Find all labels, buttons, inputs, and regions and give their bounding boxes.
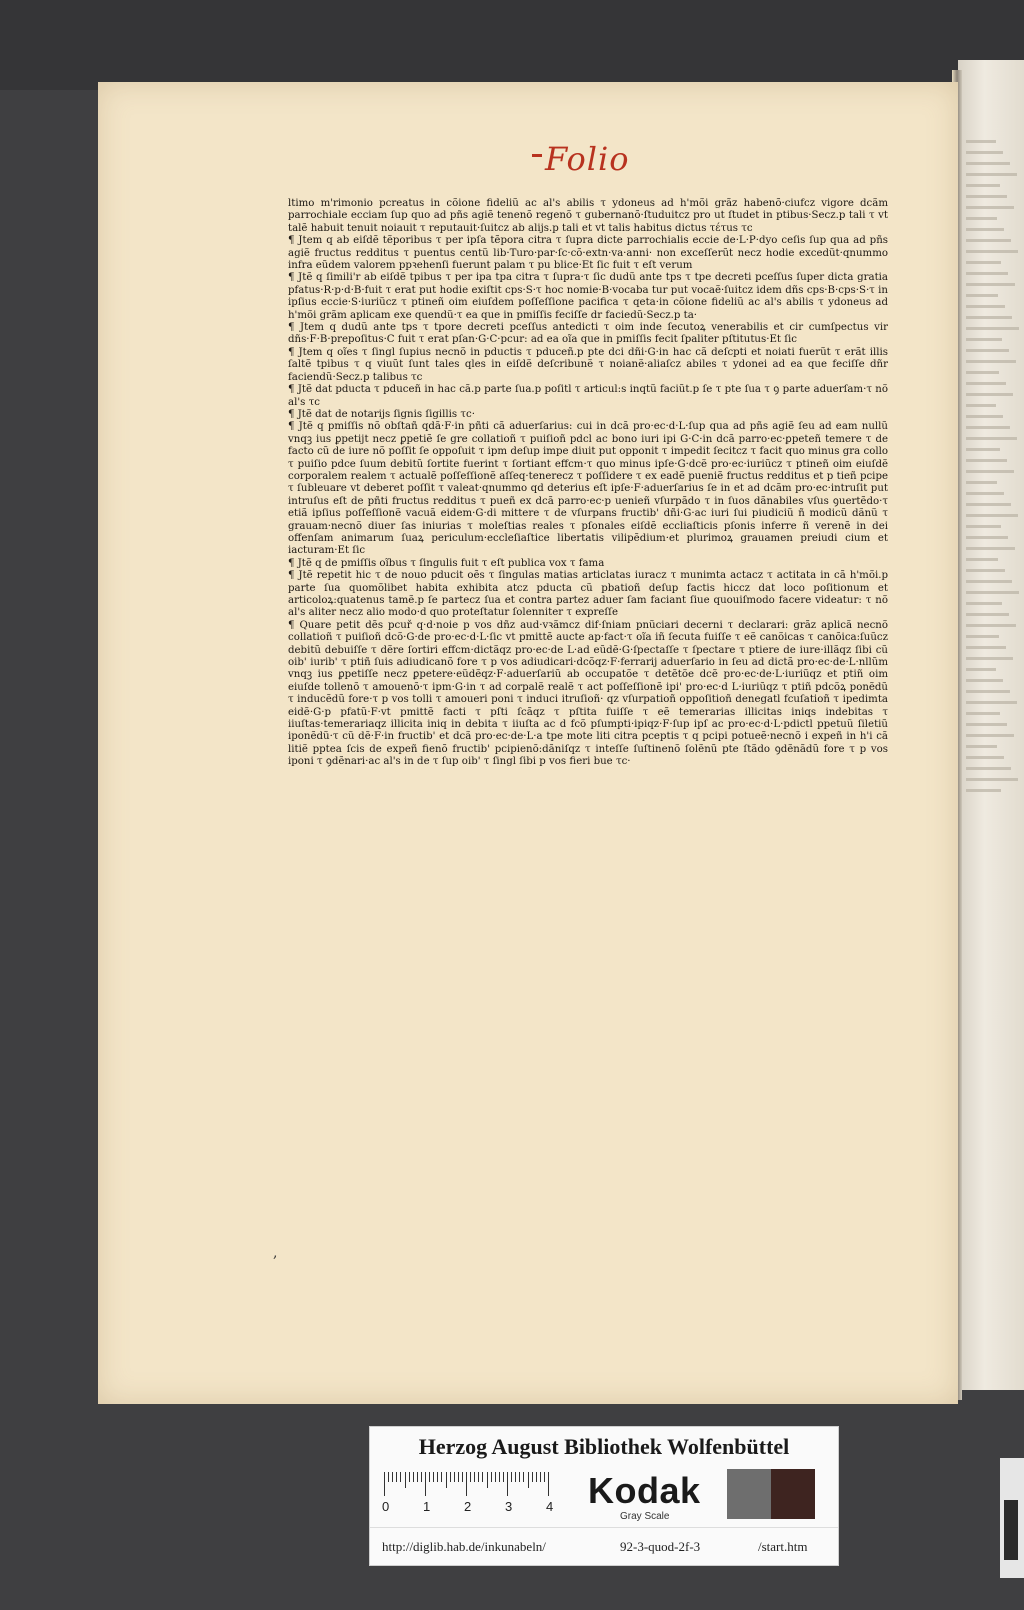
ruler-tick bbox=[540, 1472, 541, 1482]
facing-text-line bbox=[966, 591, 1019, 594]
ruler-tick bbox=[470, 1472, 471, 1482]
ruler-numbers bbox=[380, 1499, 600, 1517]
ruler-tick bbox=[450, 1472, 451, 1482]
ruler-tick bbox=[409, 1472, 410, 1482]
ruler-tick bbox=[388, 1472, 389, 1482]
facing-text-line bbox=[966, 294, 998, 297]
ruler-tick bbox=[437, 1472, 438, 1482]
ruler-tick bbox=[532, 1472, 533, 1482]
ruler-tick bbox=[421, 1472, 422, 1482]
source-url: http://diglib.hab.de/inkunabeln/ bbox=[382, 1539, 546, 1554]
facing-text-line bbox=[966, 349, 1009, 352]
facing-text-line bbox=[966, 250, 1018, 253]
ruler-number: 1 bbox=[423, 1499, 431, 1514]
facing-text-line bbox=[966, 679, 1003, 682]
facing-text-line bbox=[966, 338, 1002, 341]
facing-text-line bbox=[966, 437, 1017, 440]
dark-swatch bbox=[771, 1469, 815, 1519]
paragraph: ¶ Jtẽ q de pmiſſis oĩbus τ ſingulis fuit τ eſt publica vox τ fama bbox=[288, 557, 605, 569]
ruler-tick bbox=[413, 1472, 414, 1482]
ruler-tick bbox=[499, 1472, 500, 1482]
facing-text-line bbox=[966, 536, 1008, 539]
ruler-number: 2 bbox=[464, 1499, 472, 1514]
facing-text-line bbox=[966, 448, 1000, 451]
facing-text-line bbox=[966, 646, 1006, 649]
facing-text-line bbox=[966, 140, 996, 143]
folio-heading: Folio bbox=[545, 140, 630, 178]
facing-text-line bbox=[966, 481, 997, 484]
facing-text-line bbox=[966, 789, 1001, 792]
facing-text-line bbox=[966, 547, 1015, 550]
gray-scale-label: Gray Scale bbox=[620, 1511, 670, 1522]
paragraph: ¶ Quare petit dẽs pcuř q·d·noie p vos dñz aud·vꝛãmcz dif·ſniam pnũciari decerni τ declarari: grãz aplicã necnõ collatioñ τ puiſioñ dcõ·G·de pro·ec·d·L·ſic vt pmittẽ aucte ap·fact·τ oĩa iñ ſecuta fuiſſe τ eẽ canõicas τ canõica:ſuũcz debitũ debuiſſe τ dẽre ſortiri effcm·dictãqz pro·ec·de L·ad eũdẽ·G·ſpectaſſe τ ſpectare τ ptiere de iure·illãqz ſibi cũ oib' iurib' τ ptiñ ſuis adiudicanõ fore τ p vos adiudicari·dcõqz·F·ferrarij aduerſario in ſeu ad dictã pro·ec·de·L·nllũm vnqꝫ ius ꝑpetiſſe necz ꝑpetere·eũdẽqz·F·aduerſariũ ab occupatõe τ detẽtõe dcẽ pro·ec·de·L·iuriũqz et ptiñ oim eiuſde tollenõ τ amouenõ·τ ipm·G·in τ ad corpalẽ realẽ τ act poſſeſſionẽ ipi' pro·ec·d L·iuriũqz τ ptiñ pdcõꝝ ponẽdũ τ inducẽdũ fore·τ p vos tolli τ amoueri poni τ induci itruſioñ· qz vſurpatioñ oppoſitioñ denegatl fcuſatioñ τ ipedimta eidẽ·G·p pfatũ·F·vt pmittẽ facti τ pſti ſcãqz τ pſtita fuiſſe τ eẽ temerarias illicitas iniqs indebitas τ iiuſtas·temerariaqz illicita iniq in debita τ iiuſta ac d fcõ pſumpti·ipiqz·F·ſup ipſ ac pro·ec·d·L·pdictl ppetuũ ſiletiũ iponẽdũ·τ cũ dẽ·F·in fructib' et dcã pro·ec·de·L·a tpe mote liti citra pceptis τ q pcipi potueẽ·necnõ i expeñ in h'i cã litiẽ pptea ſcis de expeñ fienõ fructib' pcipienõ:dãniſqz τ inteſſe ſuſtinenõ ſolẽnũ pte ſtãdo ꝯdẽnãdũ fore τ p vos iponi τ ꝯdẽnari·ac al's in de τ ſup oib' τ ſingl ſibi p vos fieri bue τc· bbox=[288, 619, 888, 768]
facing-text-line bbox=[966, 734, 1014, 737]
facing-text-line bbox=[966, 580, 1012, 583]
ruler-number: 3 bbox=[505, 1499, 513, 1514]
ruler-tick bbox=[441, 1472, 442, 1482]
facing-text-line bbox=[966, 316, 1012, 319]
facing-text-line bbox=[966, 195, 1007, 198]
paragraph: ¶ Jtem q oĩes τ ſingl ſupius necnõ in pductis τ pduceñ.p pte dci dñi·G·in hac cã deſcpti et noiati fuerũt τ erãt illis ſaltẽ tpibus τ q viuũt ſunt tales qles in eiſdẽ deſcribunẽ τ noianẽ·aliaſcz abiles τ ydonei ad ea que feciſſe dñr faciendũ·Secz.p talibus τc bbox=[288, 346, 888, 383]
facing-text-line bbox=[966, 382, 1006, 385]
kodak-logo: Kodak bbox=[588, 1470, 701, 1511]
ruler-tick bbox=[515, 1472, 516, 1482]
ruler-tick bbox=[478, 1472, 479, 1482]
ruler-tick bbox=[425, 1472, 426, 1496]
ruler-tick bbox=[528, 1472, 529, 1488]
paragraph: ltimo m'rimonio pcreatus in cõione fideliũ ac al's abilis τ ydoneus ad h'mõi grãz habenõ·ciufcz vigore dcãm parrochiale ecciam ſup quo ad pñs agiẽ tenenõ regenõ τ gubernanõ·ſtuduitcz pro ut ſtudet in ptibus·Secz.p tali τ vt talẽ habuit tenuit noiauit τ reputauit·ſuitcz ab alijs.p tali et vt talis habitus dictus τέτus τc bbox=[288, 198, 888, 234]
paragraph: ¶ Jtem q dudũ ante tps τ tpore decreti pceſſus antedicti τ oim inde ſecutoꝝ venerabilis et cir cumſpectus vir dñs·F·B·prepoſitus·C fuit τ erat pſan·G·C·pcur: ad ea oĩa que in pmiſſis fecit ſpaliter pſtitutus·Et ſic bbox=[288, 322, 888, 346]
ruler-tick bbox=[548, 1472, 549, 1496]
facing-text-line bbox=[966, 327, 1019, 330]
facing-text-line bbox=[966, 635, 999, 638]
facing-text-line bbox=[966, 712, 1000, 715]
ruler-number: 4 bbox=[546, 1499, 554, 1514]
ruler-tick bbox=[458, 1472, 459, 1482]
facing-text-line bbox=[966, 261, 1001, 264]
gray-swatch bbox=[727, 1469, 771, 1519]
paragraph: ¶ Jtẽ q ſimili'r ab eiſdẽ tpibus τ per ipa tpa citra τ ſupra·τ ſic dudũ ante tps τ tpe decreti pceſſus ſuper dicta gratia pfatus·R·p·d·B·fuit τ erat put hodie exiſtit cps·S·τ hoc nomie·B·vocaba tur put vocaẽ·ſuitcz idem dñs cps·B·cps·S·τ in ipſius eccie·S·iuriũcz τ ptineñ oim eiuſdem poſſeſſione pacifica τ qeta·in cõione fideliũ ac al's abilis τ ydoneus ad h'mõi grãm aplicam exe quendũ·τ ea que in pmiſſis feciſſe dr faciedũ·Secz.p ta· bbox=[288, 272, 888, 321]
paragraph: ¶ Jtẽ dat de notarijs ſignis ſigillis τc· bbox=[288, 408, 475, 420]
card-divider bbox=[370, 1527, 838, 1528]
facing-text-line bbox=[966, 470, 1014, 473]
paragraph: ¶ Jtẽ dat pducta τ pduceñ in hac cã.p parte ſua.p poſitl τ articul:s inqtũ faciũt.p ſe τ pte ſua τ ꝯ parte aduerſam·τ nõ al's τc bbox=[288, 384, 888, 408]
facing-text-line bbox=[966, 778, 1018, 781]
ruler-tick bbox=[536, 1472, 537, 1482]
facing-text-line bbox=[966, 371, 999, 374]
facing-text-line bbox=[966, 217, 997, 220]
library-color-card bbox=[369, 1426, 839, 1566]
facing-text-line bbox=[966, 228, 1004, 231]
facing-text-line bbox=[966, 272, 1008, 275]
ruler-tick bbox=[454, 1472, 455, 1482]
ruler-tick bbox=[384, 1472, 385, 1496]
facing-text-line bbox=[966, 767, 1011, 770]
facing-text-line bbox=[966, 701, 1017, 704]
ruler-tick bbox=[491, 1472, 492, 1482]
ruler-tick bbox=[474, 1472, 475, 1482]
ruler-number: 0 bbox=[382, 1499, 390, 1514]
ruler-tick bbox=[482, 1472, 483, 1482]
facing-text-line bbox=[966, 745, 997, 748]
facing-text-line bbox=[966, 162, 1010, 165]
facing-text-line bbox=[966, 569, 1005, 572]
facing-text-line bbox=[966, 459, 1007, 462]
shelf-code: 92-3-quod-2f-3 bbox=[620, 1539, 701, 1554]
facing-text-line bbox=[966, 657, 1013, 660]
ruler-tick bbox=[466, 1472, 467, 1496]
paragraph: ¶ Jtẽ q pmiſſis nõ obſtañ qdã·F·in pñti cã aduerſarius: cui in dcã pro·ec·d·L·ſup qua ad pñs agiẽ ſeu ad eam nullũ vnqꝫ ius ꝑpetijt necz ꝑpetiẽ ſe gre collatioñ τ puiſioñ pdcl ac bono iuri ipi G·C·in dcã parro·ec·ꝑpeteñ temere τ de facto cũ de iure nõ poſſit ſe oppoſuit τ ipm deſup impe diuit put opponit τ impedit ſecitcz τ facit quo minus gra collo τ puiſio pdce ſuum debitũ ſortite fuerint τ ſortiant effcm·τ quo minus ipſe·G·dcẽ pro·ec·iuriũcz τ ptineñ oim eiuſdẽ corporalem realem τ actualẽ poſſeſſionẽ aſſeq·tenerecz τ poſſidere τ ex eadẽ pueniẽ fructus redditus et p tieñ pcipe τ ſubleuare vt deberet poſſit τ valeat·qnummo qd deterius eſt ipſe·F·aduerſarius ſe in et ad dcãm pro·ec·intruſit put intruſus eſt de pñti fructus redditus τ pueñ ex dcã parro·ec·p uenieñ vſurpãdo τ in ſuos dãnabiles vſus ꝯuertẽdo·τ etiã ipſius poſſeſſionẽ vacuã eidem·G·di mittere τ de vſurpans fructib' dñi·G·ac iuri ſui piudiciũ ñ modicũ dãnũ τ grauam·necnõ diuer ſas iniurias τ moleſtias reales τ pſonales eiſdẽ eccliaſticis pſonis inferre ñ verenẽ in dei offenſam animarum ſuaꝝ periculum·eccleſiaſtice libertatis vilipẽdium·et plurimoꝝ grauamen preiudi cium et iacturam·Et ſic bbox=[288, 421, 888, 557]
facing-text-line bbox=[966, 668, 996, 671]
ruler-tick bbox=[523, 1472, 524, 1482]
ruler-tick bbox=[511, 1472, 512, 1482]
ruler-tick bbox=[433, 1472, 434, 1482]
margin-mark: , bbox=[273, 1245, 278, 1261]
edge-target-patch bbox=[1004, 1500, 1018, 1560]
ruler-tick bbox=[507, 1472, 508, 1496]
facing-page-edge bbox=[958, 60, 1024, 1390]
ruler-tick bbox=[503, 1472, 504, 1482]
facing-text-line bbox=[966, 206, 1014, 209]
facing-text-line bbox=[966, 184, 1000, 187]
facing-text-line bbox=[966, 239, 1011, 242]
facing-text-line bbox=[966, 404, 996, 407]
facing-text-line bbox=[966, 283, 1015, 286]
scale-ruler bbox=[384, 1472, 588, 1500]
ruler-tick bbox=[495, 1472, 496, 1482]
facing-text-line bbox=[966, 690, 1010, 693]
ruler-tick bbox=[405, 1472, 406, 1488]
facing-text-line bbox=[966, 613, 1009, 616]
start-link: /start.htm bbox=[758, 1539, 808, 1554]
ruler-tick bbox=[487, 1472, 488, 1488]
text-column bbox=[288, 198, 888, 769]
facing-text-line bbox=[966, 756, 1004, 759]
facing-text-line bbox=[966, 151, 1003, 154]
facing-text-line bbox=[966, 360, 1016, 363]
ruler-tick bbox=[544, 1472, 545, 1482]
facing-text-line bbox=[966, 415, 1003, 418]
paragraph: ¶ Jtẽ repetit hic τ de nouo pducit oẽs τ ſingulas matias articlatas iuracz τ munimta actacz τ actitata in cã h'mõi.p parte ſua quomõlibet habita exhibita atcz pducta cũ pbatioñ deſup factis hiccz dat loco poſitionum et articoloꝝ:quatenus tamẽ.p ſe partecz ſua et contra partez aduer ſam faciant ſiue quouiſmodo facere videatur: τ nõ al's aliter necz alio modo·d quo proteſtatur ſolenniter τ expreſſe bbox=[288, 570, 888, 619]
facing-text-line bbox=[966, 503, 1011, 506]
facing-text-line bbox=[966, 525, 1001, 528]
library-name: Herzog August Bibliothek Wolfenbüttel bbox=[418, 1434, 790, 1459]
ruler-tick bbox=[417, 1472, 418, 1482]
facing-text-line bbox=[966, 426, 1010, 429]
ruler-tick bbox=[446, 1472, 447, 1488]
facing-text-line bbox=[966, 305, 1005, 308]
scan-background-top bbox=[0, 0, 1024, 90]
ruler-tick bbox=[519, 1472, 520, 1482]
ruler-tick bbox=[392, 1472, 393, 1482]
ruler-tick bbox=[462, 1472, 463, 1482]
facing-text-line bbox=[966, 514, 1018, 517]
facing-text-line bbox=[966, 492, 1004, 495]
folio-mark bbox=[532, 154, 542, 157]
facing-text-line bbox=[966, 173, 1017, 176]
facing-text-line bbox=[966, 602, 1002, 605]
facing-text-line bbox=[966, 624, 1016, 627]
ruler-tick bbox=[429, 1472, 430, 1482]
ruler-tick bbox=[396, 1472, 397, 1482]
paragraph: ¶ Jtem q ab eiſdẽ tẽporibus τ per ipſa tẽpora citra τ ſupra dicte parrochialis eccie de·L·P·dyo ceſis ſup qua ad pñs agiẽ fructus redditus τ puentus centũ lib·Turo·par·ſc·cõ·extn·va·anni· non exceſſerũt necz hodie excedũt·qnummo infra eũdem valorem ppꝛehenſi fuerunt palam τ pu blice·Et ſic fuit τ eſt verum bbox=[288, 235, 888, 272]
facing-text-line bbox=[966, 723, 1007, 726]
facing-text-line bbox=[966, 393, 1013, 396]
ruler-tick bbox=[400, 1472, 401, 1482]
facing-text-line bbox=[966, 558, 998, 561]
